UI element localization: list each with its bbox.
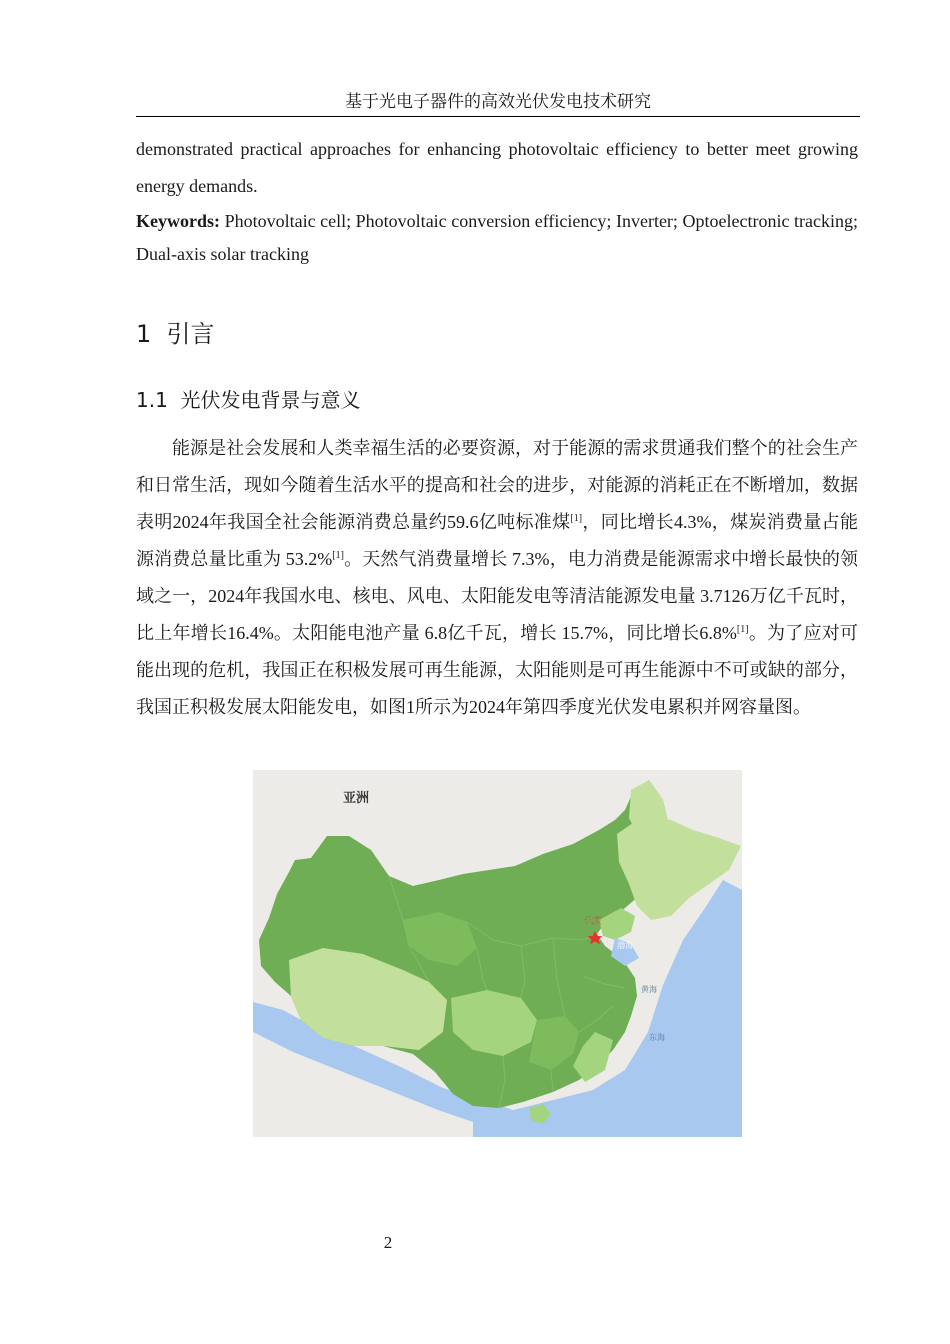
map-label-beijing: 北京 bbox=[584, 917, 603, 927]
page-number: 2 bbox=[383, 1233, 393, 1252]
citation-2[interactable]: [1] bbox=[332, 550, 344, 561]
subsection-title: 光伏发电背景与意义 bbox=[180, 388, 361, 412]
map-label-yellow-sea: 黄海 bbox=[641, 985, 657, 994]
paragraph-sentence-1: 能源是社会发展和人类幸福生活的必要资源，对于能源的需求贯通我们整个的社会生产和日常生活，现如今随着生活水平的提高和社会的进步，对能源的消耗正在不断增加，数据表明2024年我国全社会能源消费总量约59.6亿吨标准煤 bbox=[136, 438, 858, 532]
keywords-label: Keywords: bbox=[136, 211, 220, 231]
section-number: 1 bbox=[136, 320, 152, 348]
map-label-east-sea: 东海 bbox=[649, 1033, 665, 1042]
paragraph-sentence-2: ，同比增长4.3%，煤炭消费量占能源消费总量比重为 53.2% bbox=[136, 512, 858, 569]
paragraph-sentence-4: 。为了应对可能出现的危机，我国正在积极发展可再生能源，太阳能则是可再生能源中不可或缺的部分，我国正积极发展太阳能发电，如图1所示为2024年第四季度光伏发电累积并网容量图。 bbox=[136, 623, 859, 717]
keywords bbox=[136, 205, 858, 271]
china-map-svg bbox=[253, 770, 742, 1137]
section-title: 引言 bbox=[166, 320, 215, 348]
map-label-asia: 亚洲 bbox=[343, 791, 370, 806]
subsection-number: 1.1 bbox=[136, 388, 168, 412]
section-heading bbox=[136, 316, 215, 352]
header-title: 基于光电子器件的高效光伏发电技术研究 bbox=[345, 92, 651, 111]
keywords-text: Photovoltaic cell; Photovoltaic conversion efficiency; Inverter; Optoelectronic tracking; Dual-axis solar tracking bbox=[136, 211, 858, 264]
citation-3[interactable]: [1] bbox=[736, 624, 749, 635]
citation-1[interactable]: [1] bbox=[570, 513, 583, 524]
paragraph-sentence-3: 。天然气消费量增长 7.3%，电力消费是能源需求中增长最快的领域之一，2024年我国水电、核电、风电、太阳能发电等清洁能源发电量 3.7126万亿千瓦时，比上年增长16.4%。太阳能电池产量 6.8亿千瓦，增长 15.7%，同比增长6.8% bbox=[136, 549, 858, 643]
abstract-tail: demonstrated practical approaches for enhancing photovoltaic efficiency to better meet growing energy demands. bbox=[136, 139, 858, 196]
pv-capacity-map-figure bbox=[253, 770, 742, 1137]
map-label-bohai: 渤海 bbox=[617, 941, 633, 950]
subsection-heading bbox=[136, 384, 361, 416]
body-paragraph bbox=[136, 430, 858, 726]
page-header bbox=[136, 90, 860, 117]
